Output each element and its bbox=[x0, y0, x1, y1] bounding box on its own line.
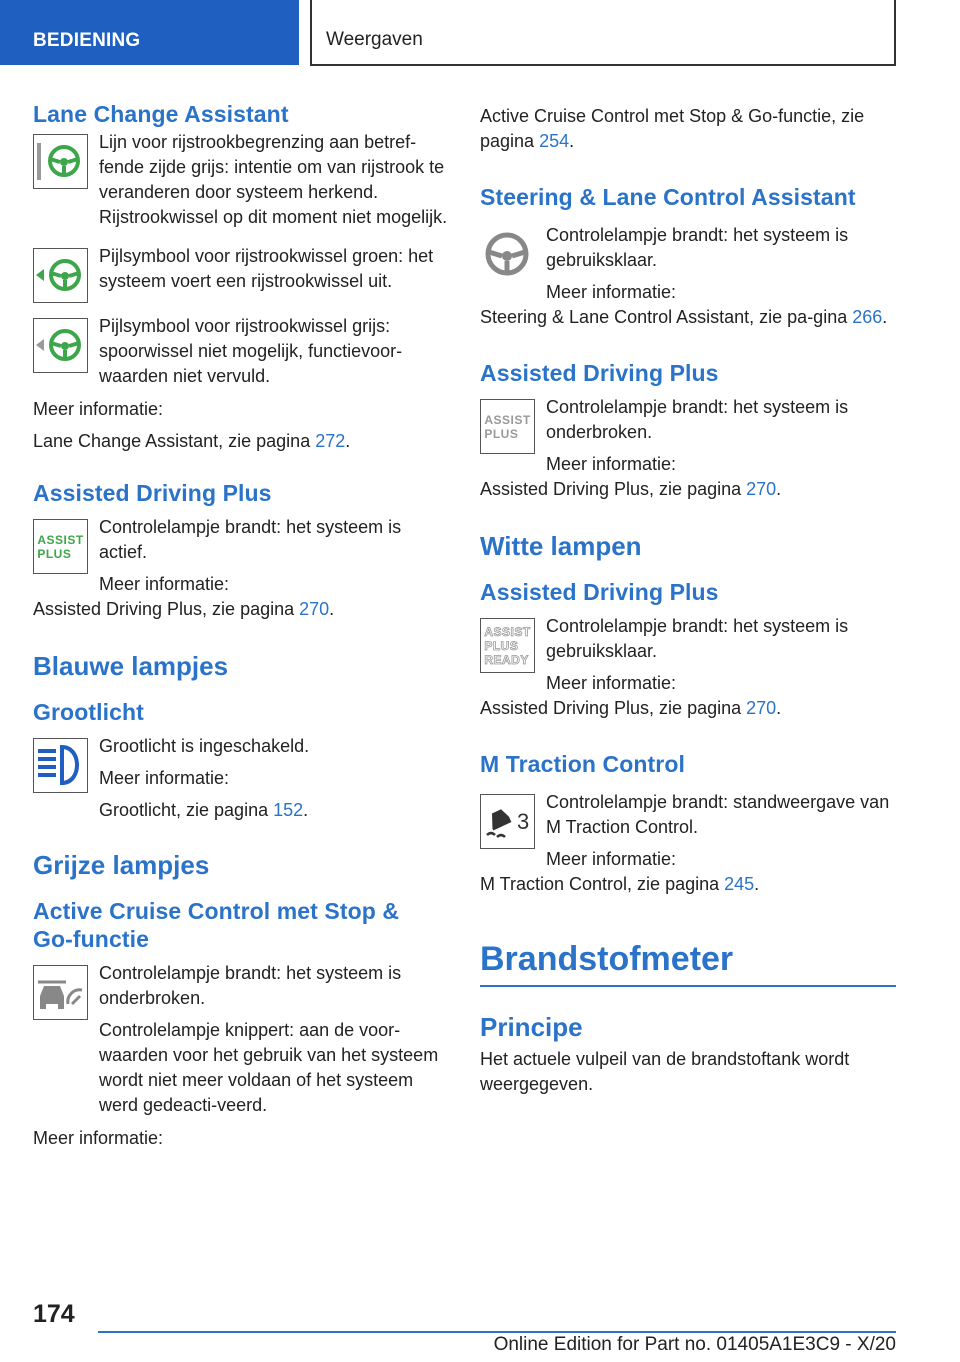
assist-plus-ready-icon: ASSIST PLUS READY bbox=[480, 618, 535, 673]
principle-text: Het actuele vulpeil van de brandstoftank wordt weergegeven. bbox=[480, 1049, 850, 1094]
high-beam-text: Grootlicht is ingeschakeld. bbox=[99, 736, 310, 756]
mtc-text-1: Controlelampje brandt: standweergave van M Traction Control. bbox=[546, 792, 890, 837]
item-lca-grey-arrow bbox=[33, 314, 451, 389]
adp3-text-1: Controlelampje brandt: het systeem is gebruiksklaar. bbox=[546, 616, 849, 661]
steering-wheel-grey-line-icon bbox=[33, 134, 88, 189]
adp-reference: Assisted Driving Plus, zie pagina 270. bbox=[33, 599, 335, 619]
acc-reference: Active Cruise Control met Stop & Go-functie, zie pagina 254. bbox=[480, 106, 865, 151]
high-beam-more-info: Meer informatie: bbox=[99, 768, 230, 788]
mtc-more-info: Meer informatie: bbox=[546, 849, 677, 869]
section-title: BEDIENING bbox=[33, 30, 141, 51]
item-slca bbox=[480, 223, 898, 305]
adp3-page-link[interactable]: 270 bbox=[746, 698, 777, 718]
steering-wheel-grey-arrow-icon bbox=[33, 318, 88, 373]
heading-steering-lane-control: Steering & Lane Control Assistant bbox=[480, 184, 856, 210]
slca-reference: Steering & Lane Control Assistant, zie pa-gina 266. bbox=[480, 307, 888, 327]
page-number: 174 bbox=[33, 1300, 75, 1328]
heading-active-cruise-control: Active Cruise Control met Stop & Go-functie bbox=[33, 898, 400, 952]
heading-assisted-driving-plus-green: Assisted Driving Plus bbox=[33, 480, 272, 506]
subsection-title: Weergaven bbox=[326, 29, 423, 50]
steering-wheel-green-arrow-icon bbox=[33, 248, 88, 303]
left-column bbox=[33, 100, 451, 1158]
slca-more-info: Meer informatie: bbox=[546, 282, 677, 302]
heading-blue-lamps: Blauwe lampjes bbox=[33, 651, 229, 681]
item-mtc bbox=[480, 790, 898, 872]
adp2-page-link[interactable]: 270 bbox=[746, 479, 777, 499]
lca-reference: Lane Change Assistant, zie pagina 272. bbox=[33, 431, 351, 451]
adp2-reference: Assisted Driving Plus, zie pagina 270. bbox=[480, 479, 782, 499]
cruise-control-grey-icon bbox=[33, 965, 88, 1020]
acc-page-link[interactable]: 254 bbox=[539, 131, 570, 151]
footer-edition: Online Edition for Part no. 01405A1E3C9 - X/20 bbox=[493, 1334, 896, 1355]
steering-wheel-grey-icon bbox=[480, 227, 535, 282]
item-high-beam bbox=[33, 734, 451, 823]
heading-white-lamps: Witte lampen bbox=[480, 531, 642, 561]
assist-plus-green-icon: ASSIST PLUS bbox=[33, 519, 88, 574]
subsection-tab bbox=[310, 0, 896, 66]
high-beam-reference: Grootlicht, zie pagina 152. bbox=[99, 800, 309, 820]
right-column bbox=[480, 104, 898, 1104]
heading-assisted-driving-plus-grey: Assisted Driving Plus bbox=[480, 360, 719, 386]
lca-text-3: Pijlsymbool voor rijstrookwissel grijs: spoorwissel niet mogelijk, functievoor-waarden niet vervuld. bbox=[99, 316, 403, 386]
traction-control-icon bbox=[480, 794, 535, 849]
item-adp-interrupted bbox=[480, 395, 898, 477]
section-tab bbox=[0, 0, 299, 65]
adp-page-link[interactable]: 270 bbox=[299, 599, 330, 619]
item-lca-grey-line bbox=[33, 130, 451, 230]
adp2-more-info: Meer informatie: bbox=[546, 454, 677, 474]
item-acc bbox=[33, 961, 451, 1118]
heading-principle: Principe bbox=[480, 1012, 583, 1042]
footer-divider bbox=[98, 1331, 896, 1333]
high-beam-icon bbox=[33, 738, 88, 793]
heading-grey-lamps: Grijze lampjes bbox=[33, 850, 210, 880]
assist-plus-grey-icon: ASSIST PLUS bbox=[480, 399, 535, 454]
adp3-reference: Assisted Driving Plus, zie pagina 270. bbox=[480, 698, 782, 718]
adp-more-info: Meer informatie: bbox=[99, 574, 230, 594]
item-lca-green-arrow bbox=[33, 244, 451, 300]
slca-page-link[interactable]: 266 bbox=[852, 307, 883, 327]
adp-text-1: Controlelampje brandt: het systeem is actief. bbox=[99, 517, 402, 562]
acc-text-2: Controlelampje knippert: aan de voor-waarden voor het gebruik van het systeem wordt niet meer voldaan of het systeem werd gedeacti-veerd. bbox=[99, 1020, 439, 1115]
mtc-reference: M Traction Control, zie pagina 245. bbox=[480, 874, 760, 894]
adp3-more-info: Meer informatie: bbox=[546, 673, 677, 693]
high-beam-page-link[interactable]: 152 bbox=[273, 800, 304, 820]
heading-m-traction-control: M Traction Control bbox=[480, 751, 685, 777]
heading-assisted-driving-plus-white: Assisted Driving Plus bbox=[480, 579, 719, 605]
lca-text-2: Pijlsymbool voor rijstrookwissel groen: het systeem voert een rijstrookwissel uit. bbox=[99, 246, 434, 291]
lca-more-info: Meer informatie: bbox=[33, 399, 164, 419]
acc-more-info: Meer informatie: bbox=[33, 1128, 164, 1148]
mtc-page-link[interactable]: 245 bbox=[724, 874, 755, 894]
slca-text-1: Controlelampje brandt: het systeem is gebruiksklaar. bbox=[546, 225, 849, 270]
heading-high-beam: Grootlicht bbox=[33, 699, 144, 725]
adp2-text-1: Controlelampje brandt: het systeem is onderbroken. bbox=[546, 397, 849, 442]
item-adp-ready bbox=[480, 614, 898, 696]
traction-level-label: 3 bbox=[517, 809, 530, 834]
acc-text-1: Controlelampje brandt: het systeem is onderbroken. bbox=[99, 963, 402, 1008]
heading-lane-change-assistant: Lane Change Assistant bbox=[33, 101, 289, 127]
item-adp-active bbox=[33, 515, 451, 597]
lca-page-link[interactable]: 272 bbox=[315, 431, 346, 451]
heading-fuel-gauge: Brandstofmeter bbox=[480, 937, 896, 987]
lca-text-1: Lijn voor rijstrookbegrenzing aan betref-fende zijde grijs: intentie om van rijstrook te veranderen door systeem herkend. Rijstrookwissel op dit moment niet mogelijk. bbox=[99, 132, 448, 227]
